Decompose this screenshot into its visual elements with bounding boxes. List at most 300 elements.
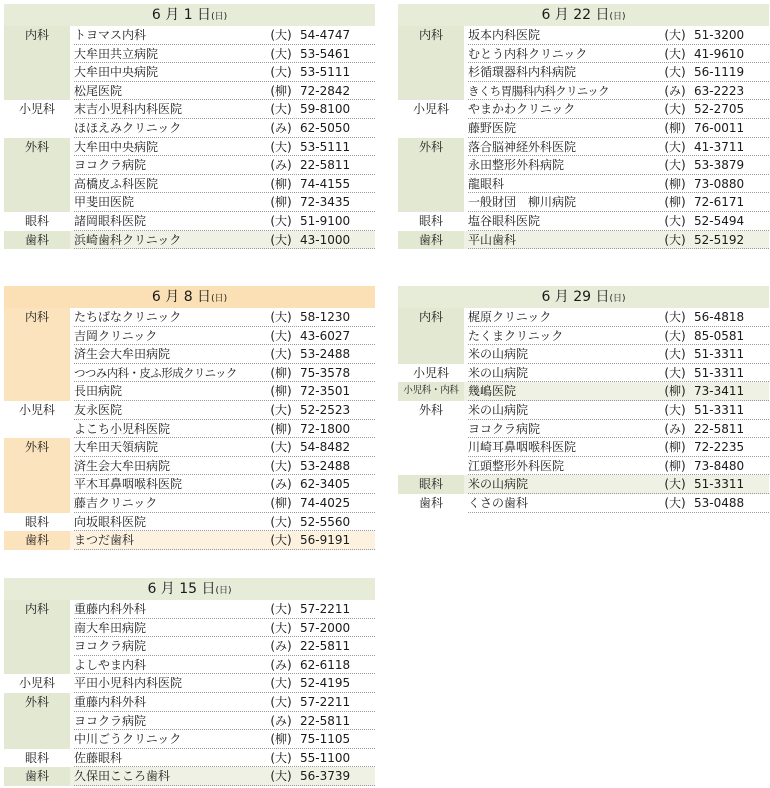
clinic-name: 諸岡眼科医院	[74, 213, 147, 228]
area-code: (柳)	[664, 176, 686, 191]
clinic-name: 長田病院	[74, 384, 123, 399]
clinic-row	[398, 457, 769, 476]
department-label: 外科	[4, 693, 70, 712]
clinic-name: 幾嶋医院	[468, 384, 517, 399]
phone-number: 51-3311	[694, 402, 745, 417]
department-label	[398, 438, 464, 457]
department-label: 内科	[4, 600, 70, 619]
area-code: (み)	[270, 120, 292, 135]
department-label	[398, 345, 464, 364]
clinic-row	[398, 345, 769, 364]
row-divider	[468, 512, 769, 513]
department-label: 外科	[4, 438, 70, 457]
clinic-name: 米の山病院	[468, 402, 529, 417]
department-label: 小児科	[18, 102, 55, 117]
phone-number: 22-5811	[300, 158, 351, 173]
clinic-name: よこち小児科医院	[74, 421, 171, 436]
clinic-name: 松尾医院	[74, 83, 123, 98]
department-label	[398, 193, 464, 212]
department-label: 眼科	[24, 213, 49, 228]
clinic-name: まつだ歯科	[74, 533, 135, 548]
clinic-row	[398, 420, 769, 439]
clinic-name: 重藤内科外科	[74, 694, 147, 709]
department-label	[4, 63, 70, 82]
schedule-june-22	[398, 4, 769, 249]
department-label	[4, 345, 70, 364]
clinic-row	[398, 231, 769, 250]
clinic-name: 坂本内科医院	[468, 28, 541, 42]
clinic-row	[4, 175, 375, 194]
clinic-name: きくち胃腸科内科クリニック	[468, 83, 610, 98]
department-label	[4, 364, 70, 383]
phone-number: 59-8100	[300, 102, 351, 117]
clinic-row	[398, 156, 769, 175]
phone-number: 73-3411	[694, 384, 745, 399]
area-code: (大)	[664, 65, 686, 80]
clinic-row	[398, 308, 769, 327]
phone-number: 22-5811	[300, 713, 351, 728]
department-label	[4, 420, 70, 439]
department-label: 外科	[4, 138, 70, 157]
schedule-june-15	[4, 578, 375, 786]
phone-number: 51-3311	[694, 365, 745, 380]
area-code: (柳)	[664, 120, 686, 135]
clinic-name: 大牟田中央病院	[74, 139, 159, 154]
clinic-row	[4, 138, 375, 157]
clinic-name: 大牟田共立病院	[74, 46, 159, 61]
day-of-week-label: (日)	[211, 12, 228, 22]
phone-number: 52-2705	[694, 102, 745, 117]
clinic-name: 吉岡クリニック	[74, 328, 158, 343]
clinic-row	[398, 438, 769, 457]
clinic-row	[4, 156, 375, 175]
date-label: 6 月 29 日	[541, 289, 610, 305]
department-label	[398, 420, 464, 439]
clinic-row	[4, 26, 375, 45]
phone-number: 41-9610	[694, 46, 745, 61]
clinic-row	[4, 193, 375, 212]
area-code: (柳)	[270, 384, 292, 399]
clinic-row	[4, 619, 375, 638]
phone-number: 52-5494	[694, 213, 745, 228]
department-label	[4, 494, 70, 513]
schedule-june-8	[4, 286, 375, 550]
date-label: 6 月 8 日	[151, 289, 212, 305]
clinic-row	[398, 475, 769, 494]
date-header	[4, 4, 375, 26]
clinic-name: 甲斐田医院	[74, 195, 135, 210]
clinic-row	[4, 438, 375, 457]
area-code: (み)	[270, 657, 292, 672]
area-code: (み)	[270, 477, 292, 492]
area-code: (大)	[270, 676, 292, 691]
department-label	[398, 82, 464, 101]
area-code: (大)	[270, 139, 292, 154]
phone-number: 56-9191	[300, 533, 351, 548]
area-code: (み)	[270, 713, 292, 728]
area-code: (大)	[664, 102, 686, 117]
area-code: (大)	[664, 213, 686, 228]
department-label	[398, 119, 464, 138]
department-label	[4, 637, 70, 656]
day-of-week-label: (日)	[609, 294, 626, 304]
phone-number: 51-3311	[694, 477, 745, 492]
clinic-name: 一般財団 柳川病院	[468, 195, 577, 210]
clinic-row	[4, 82, 375, 101]
area-code: (大)	[270, 533, 292, 548]
clinic-name: 川崎耳鼻咽喉科医院	[468, 440, 577, 455]
department-label: 眼科	[24, 514, 49, 529]
clinic-name: くさの歯科	[468, 495, 529, 510]
phone-number: 76-0011	[694, 120, 745, 135]
phone-number: 75-3578	[300, 365, 351, 380]
phone-number: 72-3435	[300, 195, 351, 210]
area-code: (大)	[664, 232, 686, 247]
clinic-name: つつみ内科・皮ふ形成クリニック	[74, 365, 237, 380]
area-code: (大)	[270, 28, 292, 42]
clinic-name: ヨコクラ病院	[74, 639, 147, 654]
area-code: (柳)	[664, 440, 686, 455]
area-code: (大)	[270, 310, 292, 324]
clinic-name: 大牟田中央病院	[74, 65, 159, 80]
phone-number: 56-1119	[694, 65, 745, 80]
department-label	[398, 63, 464, 82]
phone-number: 56-4818	[694, 310, 745, 324]
department-label	[4, 656, 70, 675]
clinic-name: 米の山病院	[468, 477, 529, 492]
clinic-row	[398, 100, 769, 119]
department-label: 内科	[4, 308, 70, 327]
area-code: (大)	[270, 402, 292, 417]
phone-number: 72-3501	[300, 384, 351, 399]
phone-number: 53-5111	[300, 139, 351, 154]
department-label: 小児科	[18, 676, 55, 691]
clinic-name: 重藤内科外科	[74, 602, 147, 616]
clinic-row	[4, 730, 375, 749]
clinic-row	[398, 212, 769, 231]
clinic-name: 塩谷眼科医院	[468, 213, 541, 228]
phone-number: 52-5192	[694, 232, 745, 247]
department-label	[4, 475, 70, 494]
clinic-name: 落合脳神経外科医院	[468, 139, 577, 154]
area-code: (大)	[270, 458, 292, 473]
phone-number: 54-4747	[300, 28, 351, 42]
phone-number: 53-2488	[300, 347, 351, 362]
department-label	[4, 175, 70, 194]
clinic-name: トヨマス内科	[74, 28, 147, 42]
department-label	[4, 730, 70, 749]
phone-number: 52-2523	[300, 402, 351, 417]
area-code: (柳)	[270, 365, 292, 380]
clinic-name: 友永医院	[74, 402, 123, 417]
department-label: 内科	[4, 26, 70, 45]
department-label: 内科	[398, 308, 464, 327]
day-of-week-label: (日)	[609, 12, 626, 22]
department-label: 小児科・内科	[398, 382, 464, 401]
clinic-name: 南大牟田病院	[74, 620, 147, 635]
clinic-name: 平山歯科	[468, 232, 517, 247]
phone-number: 75-1105	[300, 732, 351, 747]
area-code: (み)	[664, 421, 686, 436]
area-code: (柳)	[270, 195, 292, 210]
phone-number: 62-3405	[300, 477, 351, 492]
clinic-row	[4, 749, 375, 768]
clinic-name: ほほえみクリニック	[74, 120, 182, 135]
clinic-name: 藤吉クリニック	[74, 495, 158, 510]
clinic-row	[4, 475, 375, 494]
phone-number: 74-4025	[300, 495, 351, 510]
clinic-name: 末吉小児科内科医院	[74, 102, 183, 117]
department-label: 小児科	[18, 402, 55, 417]
clinic-name: たくまクリニック	[468, 328, 564, 343]
department-label: 外科	[418, 402, 443, 417]
clinic-row	[4, 100, 375, 119]
phone-number: 57-2211	[300, 602, 351, 616]
clinic-row	[4, 364, 375, 383]
clinic-name: ヨコクラ病院	[74, 713, 147, 728]
date-header	[398, 4, 769, 26]
phone-number: 54-8482	[300, 440, 351, 455]
area-code: (大)	[270, 213, 292, 228]
area-code: (大)	[664, 158, 686, 173]
date-label: 6 月 22 日	[541, 7, 610, 23]
area-code: (大)	[664, 495, 686, 510]
clinic-name: 江頭整形外科医院	[468, 458, 565, 473]
date-label: 6 月 15 日	[147, 581, 216, 597]
department-label	[398, 156, 464, 175]
clinic-row	[398, 119, 769, 138]
department-label	[398, 45, 464, 64]
area-code: (大)	[270, 65, 292, 80]
area-code: (柳)	[664, 195, 686, 210]
row-divider	[74, 549, 375, 550]
clinic-name: たちばなクリニック	[74, 310, 182, 324]
area-code: (大)	[664, 46, 686, 61]
date-header	[4, 578, 375, 600]
clinic-name: 済生会大牟田病院	[74, 347, 171, 362]
department-label: 眼科	[24, 750, 49, 765]
area-code: (み)	[270, 639, 292, 654]
area-code: (大)	[270, 750, 292, 765]
phone-number: 58-1230	[300, 310, 351, 324]
clinic-name: 平田小児科内科医院	[74, 676, 183, 691]
clinic-row	[4, 345, 375, 364]
phone-number: 55-1100	[300, 750, 351, 765]
department-label	[4, 45, 70, 64]
phone-number: 52-5560	[300, 514, 351, 529]
area-code: (み)	[270, 158, 292, 173]
area-code: (柳)	[270, 495, 292, 510]
clinic-row	[4, 212, 375, 231]
date-label: 6 月 1 日	[151, 7, 212, 23]
row-divider	[74, 785, 375, 786]
phone-number: 72-2235	[694, 440, 745, 455]
clinic-name: 大牟田天領病院	[74, 440, 159, 455]
department-label: 歯科	[4, 767, 70, 786]
area-code: (大)	[270, 440, 292, 455]
area-code: (大)	[664, 310, 686, 324]
phone-number: 72-1800	[300, 421, 351, 436]
phone-number: 85-0581	[694, 328, 745, 343]
area-code: (大)	[664, 139, 686, 154]
clinic-name: むとう内科クリニック	[468, 46, 588, 61]
phone-number: 72-2842	[300, 83, 351, 98]
phone-number: 22-5811	[694, 421, 745, 436]
clinic-row	[398, 82, 769, 101]
area-code: (柳)	[664, 458, 686, 473]
row-divider	[74, 248, 375, 249]
phone-number: 22-5811	[300, 639, 351, 654]
department-label: 小児科	[412, 365, 449, 380]
day-of-week-label: (日)	[215, 586, 232, 596]
clinic-name: やまかわクリニック	[468, 102, 576, 117]
clinic-name: 梶原クリニック	[468, 310, 552, 324]
clinic-row	[398, 26, 769, 45]
clinic-name: 浜崎歯科クリニック	[74, 232, 182, 247]
clinic-name: 藤野医院	[468, 120, 517, 135]
clinic-row	[4, 308, 375, 327]
phone-number: 43-1000	[300, 232, 351, 247]
clinic-row	[4, 674, 375, 693]
clinic-row	[398, 63, 769, 82]
clinic-row	[4, 457, 375, 476]
department-label: 眼科	[418, 213, 443, 228]
clinic-row	[398, 175, 769, 194]
clinic-row	[398, 138, 769, 157]
department-label: 歯科	[398, 231, 464, 250]
clinic-row	[4, 513, 375, 532]
area-code: (大)	[270, 694, 292, 709]
phone-number: 63-2223	[694, 83, 745, 98]
clinic-row	[398, 327, 769, 346]
area-code: (大)	[664, 347, 686, 362]
area-code: (柳)	[270, 732, 292, 747]
schedule-june-29	[398, 286, 769, 513]
clinic-name: 高橋皮ふ科医院	[74, 176, 159, 191]
clinic-row	[4, 420, 375, 439]
phone-number: 72-6171	[694, 195, 745, 210]
clinic-row	[4, 119, 375, 138]
area-code: (大)	[664, 477, 686, 492]
department-label	[4, 457, 70, 476]
department-label: 小児科	[412, 102, 449, 117]
clinic-row	[4, 327, 375, 346]
phone-number: 57-2211	[300, 694, 351, 709]
department-label	[4, 119, 70, 138]
department-label: 外科	[398, 138, 464, 157]
phone-number: 52-4195	[300, 676, 351, 691]
department-label: 歯科	[4, 231, 70, 250]
area-code: (大)	[270, 46, 292, 61]
department-label	[398, 327, 464, 346]
phone-number: 73-0880	[694, 176, 745, 191]
department-label	[4, 82, 70, 101]
phone-number: 62-6118	[300, 657, 351, 672]
clinic-name: ヨコクラ病院	[74, 158, 147, 173]
clinic-name: 龍眼科	[468, 176, 505, 191]
phone-number: 53-0488	[694, 495, 745, 510]
clinic-name: 向坂眼科医院	[74, 514, 147, 529]
area-code: (柳)	[270, 83, 292, 98]
area-code: (大)	[664, 402, 686, 417]
date-header	[4, 286, 375, 308]
clinic-name: 久保田こころ歯科	[74, 769, 171, 784]
area-code: (大)	[664, 328, 686, 343]
schedule-june-1	[4, 4, 375, 249]
department-label: 歯科	[4, 531, 70, 550]
area-code: (み)	[664, 83, 686, 98]
clinic-row	[4, 712, 375, 731]
area-code: (大)	[270, 347, 292, 362]
clinic-row	[4, 600, 375, 619]
phone-number: 53-3879	[694, 158, 745, 173]
phone-number: 51-9100	[300, 213, 351, 228]
department-label: 眼科	[398, 475, 464, 494]
phone-number: 43-6027	[300, 328, 351, 343]
clinic-row	[398, 382, 769, 401]
department-label	[4, 382, 70, 401]
clinic-name: よしやま内科	[74, 657, 147, 672]
department-label: 歯科	[418, 495, 443, 510]
clinic-row	[4, 63, 375, 82]
phone-number: 74-4155	[300, 176, 351, 191]
area-code: (大)	[664, 365, 686, 380]
area-code: (大)	[270, 514, 292, 529]
date-header	[398, 286, 769, 308]
department-label	[398, 175, 464, 194]
area-code: (柳)	[270, 421, 292, 436]
department-label	[4, 156, 70, 175]
clinic-row	[4, 637, 375, 656]
department-label	[4, 193, 70, 212]
day-of-week-label: (日)	[211, 294, 228, 304]
clinic-row	[398, 364, 769, 383]
area-code: (大)	[270, 232, 292, 247]
area-code: (大)	[270, 102, 292, 117]
clinic-row	[4, 401, 375, 420]
department-label	[4, 619, 70, 638]
clinic-name: 米の山病院	[468, 365, 529, 380]
area-code: (大)	[270, 328, 292, 343]
area-code: (大)	[664, 28, 686, 42]
phone-number: 73-8480	[694, 458, 745, 473]
phone-number: 53-5111	[300, 65, 351, 80]
area-code: (柳)	[664, 384, 686, 399]
clinic-row	[4, 767, 375, 786]
area-code: (大)	[270, 620, 292, 635]
area-code: (大)	[270, 602, 292, 616]
clinic-row	[398, 494, 769, 513]
phone-number: 53-5461	[300, 46, 351, 61]
clinic-row	[4, 494, 375, 513]
clinic-name: 佐藤眼科	[74, 750, 123, 765]
department-label	[4, 327, 70, 346]
clinic-row	[4, 382, 375, 401]
clinic-row	[398, 45, 769, 64]
clinic-name: 中川ごうクリニック	[74, 732, 182, 747]
clinic-row	[4, 45, 375, 64]
phone-number: 41-3711	[694, 139, 745, 154]
phone-number: 51-3200	[694, 28, 745, 42]
clinic-row	[398, 401, 769, 420]
phone-number: 51-3311	[694, 347, 745, 362]
clinic-row	[398, 193, 769, 212]
clinic-row	[4, 531, 375, 550]
clinic-row	[4, 693, 375, 712]
phone-number: 56-3739	[300, 769, 351, 784]
area-code: (大)	[270, 769, 292, 784]
area-code: (柳)	[270, 176, 292, 191]
